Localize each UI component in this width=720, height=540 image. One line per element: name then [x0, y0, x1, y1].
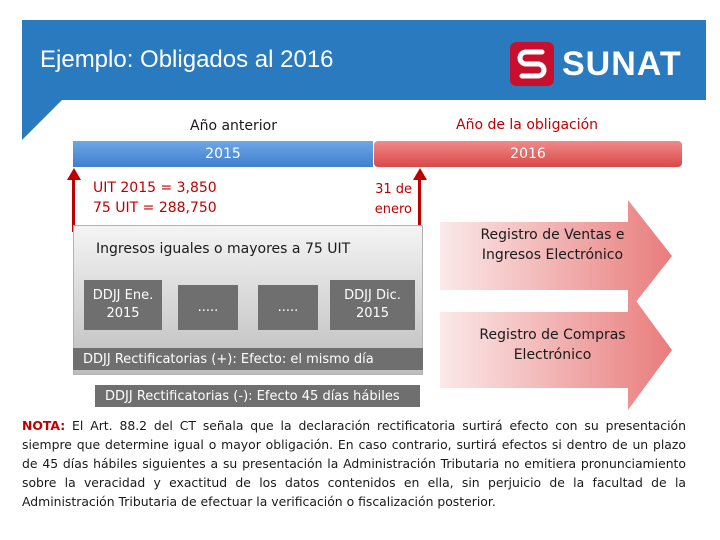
- header-corner: [22, 100, 62, 140]
- compras-line-2: Electrónico: [513, 347, 592, 363]
- ventas-line-2: Ingresos Electrónico: [481, 247, 624, 263]
- registro-compras-label: [460, 325, 645, 365]
- page-title: Ejemplo: Obligados al 2016: [40, 46, 334, 73]
- january-date: [372, 180, 412, 220]
- right-vertical-line: [418, 178, 421, 232]
- note-text: El Art. 88.2 del CT señala que la declaración rectificatoria surtirá efecto con su presentación siempre que determine igual o mayor obligación. En caso contrario, surtirá efectos si dentro de un plazo de 45 días hábiles siguientes a su presentación la Administración Tributaria no emitiera pronunciamiento sobre la veracidad y exactitud de los datos contenidos en ella, sin perjuicio de la facultad de la Administración Tributaria de efectuar la verificación o fiscalización posterior.: [22, 418, 686, 509]
- legal-note: [22, 416, 686, 511]
- ddjj-ellipsis-box-1: .....: [178, 285, 238, 330]
- jan-line-1: 31 de: [375, 182, 412, 197]
- sunat-logo-icon: [510, 42, 554, 86]
- sunat-logo: [510, 38, 682, 90]
- ddjj-ene-box: [84, 280, 162, 330]
- uit-line-1: UIT 2015 = 3,850: [93, 180, 217, 196]
- obligation-year-label: Año de la obligación: [456, 117, 599, 133]
- ddjj-dic-line-2: 2015: [355, 306, 390, 321]
- ingresos-label: Ingresos iguales o mayores a 75 UIT: [96, 241, 351, 257]
- ddjj-ellipsis-box-2: .....: [258, 285, 318, 330]
- left-arrowhead-icon: [67, 168, 81, 180]
- right-arrowhead-icon: [413, 168, 427, 180]
- rectificatoria-minus-band: DDJJ Rectificatorias (-): Efecto 45 días hábiles: [95, 385, 420, 407]
- ddjj-ene-line-2: 2015: [106, 306, 140, 321]
- header: [0, 0, 720, 100]
- uit-text: [93, 178, 217, 218]
- jan-line-2: enero: [374, 202, 412, 217]
- ventas-line-1: Registro de Ventas e: [480, 227, 625, 243]
- prev-year-label: Año anterior: [190, 118, 277, 134]
- left-vertical-line: [72, 178, 75, 232]
- logo-text: SUNAT: [562, 44, 682, 83]
- note-label: NOTA:: [22, 418, 66, 433]
- ddjj-dic-line-1: DDJJ Dic.: [344, 288, 401, 303]
- ddjj-ene-line-1: DDJJ Ene.: [92, 288, 154, 303]
- bar-2016: 2016: [374, 141, 682, 167]
- ddjj-dic-box: [330, 280, 415, 330]
- uit-line-2: 75 UIT = 288,750: [93, 200, 217, 216]
- compras-line-1: Registro de Compras: [479, 327, 626, 343]
- rectificatoria-plus-band: DDJJ Rectificatorias (+): Efecto: el mismo día: [73, 348, 423, 370]
- registro-ventas-label: [460, 225, 645, 265]
- bar-2015: 2015: [73, 141, 373, 167]
